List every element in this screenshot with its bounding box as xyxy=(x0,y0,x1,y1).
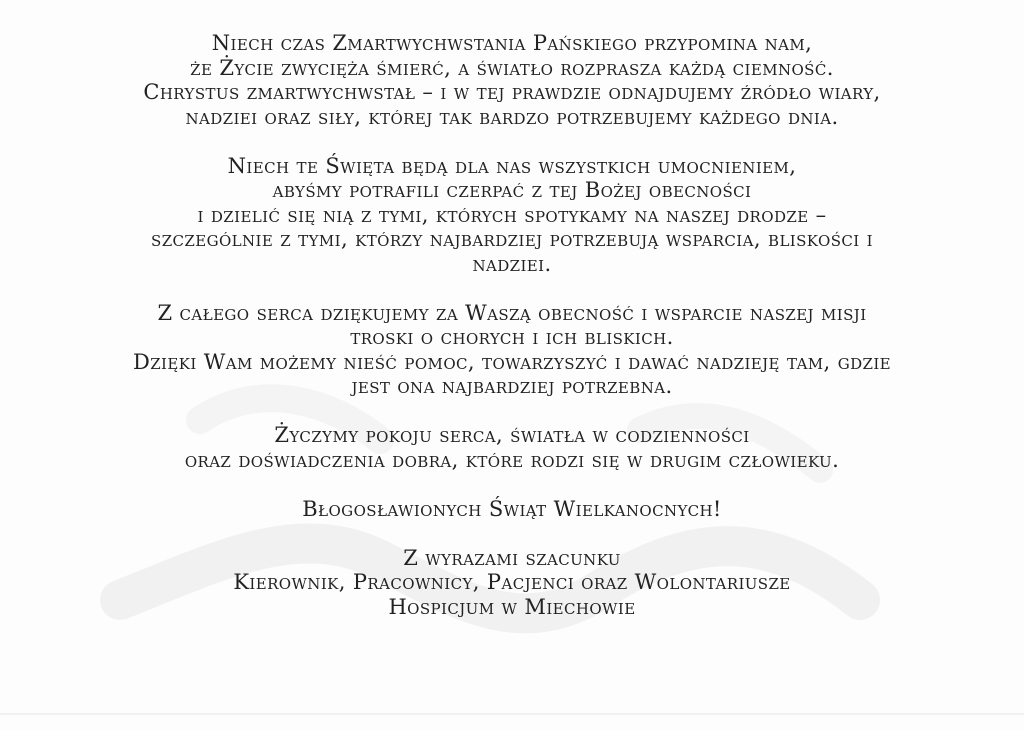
senders-line: Kierownik, Pracownicy, Pacjenci oraz Wolontariusze xyxy=(233,570,791,594)
text-line: szczególnie z tymi, którzy najbardziej potrzebują wsparcia, bliskości i xyxy=(151,227,873,251)
paragraph-wishes xyxy=(0,423,1024,472)
paragraph-holidays xyxy=(0,154,1024,277)
text-line: nadziei oraz siły, której tak bardzo potrzebujemy każdego dnia. xyxy=(185,104,839,129)
signature-block xyxy=(0,546,1024,620)
text-line: że Życie zwycięża śmierć, a światło rozprasza każdą ciemność. xyxy=(190,55,834,80)
letter-body xyxy=(0,31,1024,619)
text-line: jest ona najbardziej potrzebna. xyxy=(351,374,673,398)
text-line: nadziei. xyxy=(472,251,552,276)
text-line: Niech czas Zmartwychwstania Pańskiego przypomina nam, xyxy=(211,31,813,55)
text-line: Z całego serca dziękujemy za Waszą obecność i wsparcie naszej misji xyxy=(157,300,867,325)
text-line: Niech te Święta będą dla nas wszystkich umocnieniem, xyxy=(227,153,797,178)
text-line: troski o chorych i ich bliskich. xyxy=(350,325,674,349)
paragraph-resurrection xyxy=(0,31,1024,129)
organization-name: Hospicjum w Miechowie xyxy=(388,594,636,619)
text-line: Dzięki Wam możemy nieść pomoc, towarzyszyć i dawać nadzieję tam, gdzie xyxy=(132,349,892,374)
text-line: Chrystus zmartwychwstał – i w tej prawdzie odnajdujemy źródło wiary, xyxy=(143,80,881,104)
text-line: abyśmy potrafili czerpać z tej Bożej obecności xyxy=(272,178,752,202)
paragraph-thanks xyxy=(0,301,1024,399)
closing-line: Z wyrazami szacunku xyxy=(403,545,621,570)
greeting-line: Błogosławionych Świąt Wielkanocnych! xyxy=(302,496,722,521)
paragraph-greeting xyxy=(0,497,1024,522)
text-line: Życzymy pokoju serca, światła w codzienności xyxy=(274,423,750,447)
text-line: i dzielić się nią z tymi, których spotykamy na naszej drodze – xyxy=(197,202,827,227)
text-line: oraz doświadczenia dobra, które rodzi się w drugim człowieku. xyxy=(184,447,840,472)
